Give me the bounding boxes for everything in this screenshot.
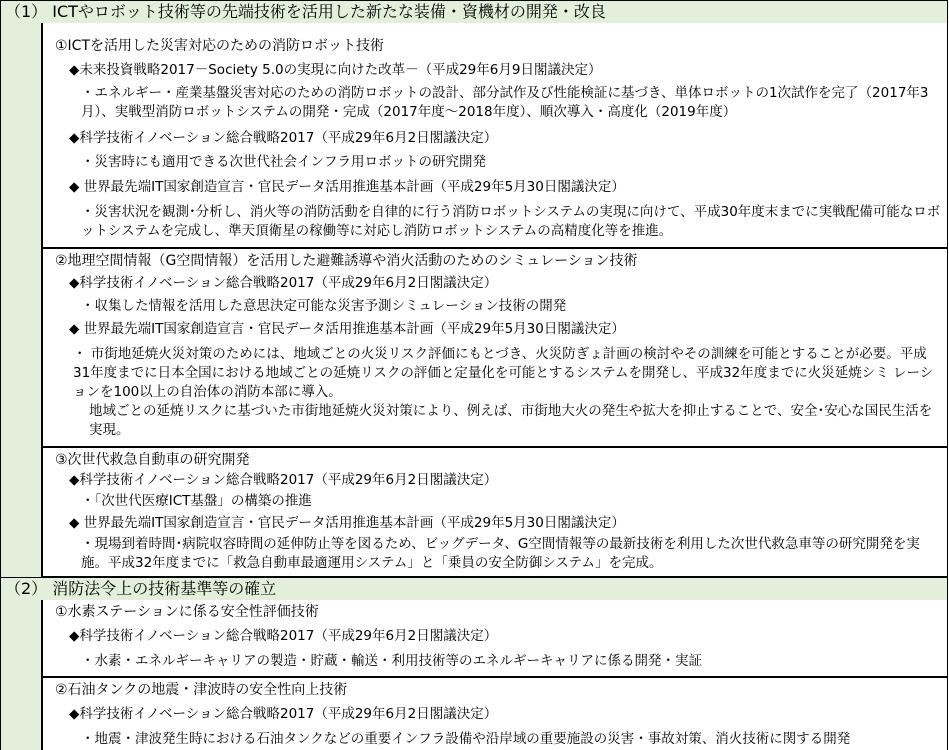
item-1-2-detail-2: ・ 市街地延焼火災対策のためには、地域ごとの火災リスク評価にもとづき、火災防ぎょ計画の検討やその訓練を可能とすることが必要。平成31年度までに日本全国における地域ごとの延焼リスクの評価と定量化を可能とするシステムを開発し、平成32年度までに火災延焼シミ レーションを100以上の自治体の消防本部に導入。 bbox=[73, 346, 934, 400]
item-1-1-detail-2: ・災害時にも適用できる次世代社会インフラ用ロボットの研究開発 bbox=[81, 154, 486, 170]
item-1-1-detail-3: ・災害状況を観測･分析し、消火等の消防活動を自律的に行う消防ロボットシステムの実現に向けて、平成30年度末までに実戦配備可能なロボットシステムを完成し、準天頂衛星の稼働等に対応し消防ロボットシステムの高精度化等を推進。 bbox=[81, 204, 941, 239]
item-2-2-detail-1: ・地震・津波発生時における石油タンクなどの重要インフラ設備や沿岸域の重要施設の災害・事故対策、消火技術に関する開発 bbox=[81, 731, 851, 747]
section-1-title: （1） ICTやロボット技術等の先端技術を活用した新たな装備・資機材の開発・改良 bbox=[5, 2, 606, 21]
item-1-3-strategy-1: ◆科学技術イノベーション総合戦略2017（平成29年6月2日閣議決定） bbox=[69, 472, 498, 488]
item-1-2-strategy-1: ◆科学技術イノベーション総合戦略2017（平成29年6月2日閣議決定） bbox=[69, 275, 498, 291]
item-1-3-strategy-2: ◆ 世界最先端IT国家創造宣言・官民データ活用推進基本計画（平成29年5月30日閣議決定） bbox=[69, 515, 625, 531]
item-2-2-title: ②石油タンクの地震・津波時の安全性向上技術 bbox=[55, 682, 348, 698]
item-1-3-box bbox=[42, 447, 948, 577]
item-1-2-strategy-2: ◆ 世界最先端IT国家創造宣言・官民データ活用推進基本計画（平成29年5月30日閣議決定） bbox=[69, 321, 625, 337]
item-1-3-title: ③次世代救急自動車の研究開発 bbox=[55, 452, 250, 468]
item-2-2-strategy-1: ◆科学技術イノベーション総合戦略2017（平成29年6月2日閣議決定） bbox=[69, 706, 498, 722]
item-2-1-title: ①水素ステーションに係る安全性評価技術 bbox=[55, 604, 319, 620]
item-1-2-box bbox=[42, 248, 948, 447]
section-2-gutter bbox=[0, 600, 42, 750]
item-2-1-box bbox=[42, 600, 948, 677]
item-2-1-detail-1: ・水素・エネルギーキャリアの製造・貯蔵・輸送・利用技術等のエネルギーキャリアに係る開発・実証 bbox=[81, 653, 702, 669]
item-2-1-strategy-1: ◆科学技術イノベーション総合戦略2017（平成29年6月2日閣議決定） bbox=[69, 628, 498, 644]
item-1-2-detail-1: ・収集した情報を活用した意思決定可能な災害予測シミュレーション技術の開発 bbox=[81, 298, 567, 314]
section-1-gutter bbox=[0, 23, 42, 577]
item-1-1-strategy-1: ◆未来投資戦略2017－Society 5.0の実現に向けた改革－（平成29年6月9日閣議決定） bbox=[69, 62, 602, 78]
item-1-2-title: ②地理空間情報（G空間情報）を活用した避難誘導や消火活動のためのシミュレーション技術 bbox=[55, 253, 638, 269]
item-1-1-box bbox=[42, 23, 948, 248]
item-1-1-detail-1: ・エネルギー・産業基盤災害対応のための消防ロボットの設計、部分試作及び性能検証に基づき、単体ロボットの1次試作を完了（2017年3月）、実戦型消防ロボットシステムの開発・完成（2017年度～2018年度）、順次導入・高度化（2019年度） bbox=[81, 85, 929, 120]
item-1-3-detail-2: ・現場到着時間･病院収容時間の延伸防止等を図るため、ビッグデータ、G空間情報等の最新技術を利用した次世代救急車等の研究開発を実施。平成32年度までに「救急自動車最適運用システム」と「乗員の安全防御システム」を完成。 bbox=[81, 536, 920, 571]
section-1-header bbox=[0, 0, 948, 24]
item-1-1-strategy-3: ◆ 世界最先端IT国家創造宣言・官民データ活用推進基本計画（平成29年5月30日閣議決定） bbox=[69, 179, 625, 195]
section-2-header bbox=[0, 577, 948, 601]
item-1-1-title: ①ICTを活用した災害対応のための消防ロボット技術 bbox=[55, 38, 385, 54]
section-2-title: （2） 消防法令上の技術基準等の確立 bbox=[5, 579, 277, 598]
item-1-1-strategy-2: ◆科学技術イノベーション総合戦略2017（平成29年6月2日閣議決定） bbox=[69, 130, 498, 146]
item-1-3-detail-1: ・「次世代医療ICT基盤」の構築の推進 bbox=[81, 493, 312, 509]
item-2-2-box bbox=[42, 677, 948, 750]
item-1-2-detail-3: 地域ごとの延焼リスクに基づいた市街地延焼火災対策により、例えば、市街地大火の発生や拡大を抑止することで、安全･安心な国民生活を実現。 bbox=[89, 403, 933, 438]
